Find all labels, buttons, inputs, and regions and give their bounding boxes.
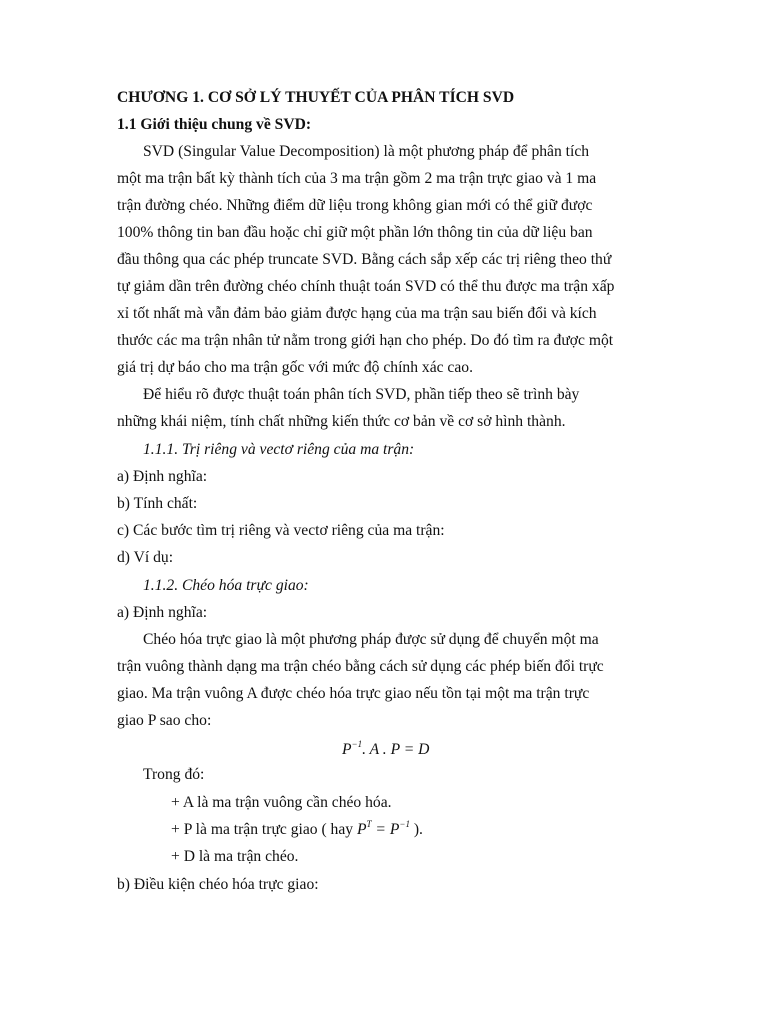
- list-item: + D là ma trận chéo.: [171, 848, 299, 865]
- paragraph-line: trận vuông thành dạng ma trận chéo bằng cách sử dụng các phép biến đổi trực: [117, 658, 604, 675]
- paragraph-line: Chéo hóa trực giao là một phương pháp được sử dụng để chuyển một ma: [143, 631, 599, 648]
- equation-rest: . A . P = D: [362, 741, 430, 758]
- math-base: P: [356, 821, 367, 838]
- paragraph-line: SVD (Singular Value Decomposition) là một phương pháp để phân tích: [143, 143, 590, 160]
- item-text: ).: [409, 821, 423, 838]
- inline-math: [357, 821, 410, 838]
- paragraph-line: xỉ tốt nhất mà vẫn đảm bảo giảm được hạng của ma trận sau biến đổi và kích: [117, 305, 597, 322]
- paragraph-line: 100% thông tin ban đầu hoặc chỉ giữ một phần lớn thông tin của dữ liệu ban: [117, 224, 593, 241]
- list-item: a) Định nghĩa:: [117, 468, 208, 485]
- paragraph-line: thước các ma trận nhân tử nằm trong giới hạn cho phép. Do đó tìm ra được một: [117, 332, 614, 349]
- list-item: [171, 820, 423, 840]
- section-heading-1-1: 1.1 Giới thiệu chung về SVD:: [117, 116, 312, 133]
- subsection-heading-1-1-1: 1.1.1. Trị riêng và vectơ riêng của ma trận:: [143, 441, 415, 458]
- equation-base: P: [342, 741, 352, 758]
- paragraph-line: một ma trận bất kỳ thành tích của 3 ma trận gồm 2 ma trận trực giao và 1 ma: [117, 170, 597, 187]
- paragraph-line: những khái niệm, tính chất những kiến thức cơ bản về cơ sở hình thành.: [117, 413, 566, 430]
- equation: [342, 740, 429, 760]
- paragraph-line: tự giảm dần trên đường chéo chính thuật toán SVD có thể thu được ma trận xấp: [117, 278, 615, 295]
- paragraph-line: Để hiểu rõ được thuật toán phân tích SVD, phần tiếp theo sẽ trình bày: [143, 386, 580, 403]
- item-text: + P là ma trận trực giao ( hay: [171, 821, 357, 838]
- math-exponent: T: [366, 819, 372, 829]
- definition-label: a) Định nghĩa:: [117, 604, 208, 621]
- list-item: + A là ma trận vuông cần chéo hóa.: [171, 794, 392, 811]
- list-item: c) Các bước tìm trị riêng và vectơ riêng của ma trận:: [117, 522, 445, 539]
- subsection-heading-1-1-2: 1.1.2. Chéo hóa trực giao:: [143, 577, 309, 594]
- paragraph-line: giao P sao cho:: [117, 712, 212, 729]
- math-exponent: −1: [399, 819, 410, 829]
- paragraph-line: giao. Ma trận vuông A được chéo hóa trực giao nếu tồn tại một ma trận trực: [117, 685, 590, 702]
- chapter-heading: CHƯƠNG 1. CƠ SỞ LÝ THUYẾT CỦA PHÂN TÍCH SVD: [117, 89, 515, 106]
- paragraph-line: trận đường chéo. Những điểm dữ liệu trong không gian mới có thể giữ được: [117, 197, 593, 214]
- list-item: b) Tính chất:: [117, 495, 198, 512]
- condition-heading: b) Điều kiện chéo hóa trực giao:: [117, 876, 319, 893]
- math-mid: = P: [371, 821, 400, 838]
- equation-exponent: −1: [351, 739, 363, 749]
- paragraph-line: giá trị dự báo cho ma trận gốc với mức độ chính xác cao.: [117, 359, 473, 376]
- list-item: d) Ví dụ:: [117, 549, 174, 566]
- paragraph-line: đầu thông qua các phép truncate SVD. Bằng cách sắp xếp các trị riêng theo thứ: [117, 251, 612, 268]
- trong-do-label: Trong đó:: [143, 766, 205, 783]
